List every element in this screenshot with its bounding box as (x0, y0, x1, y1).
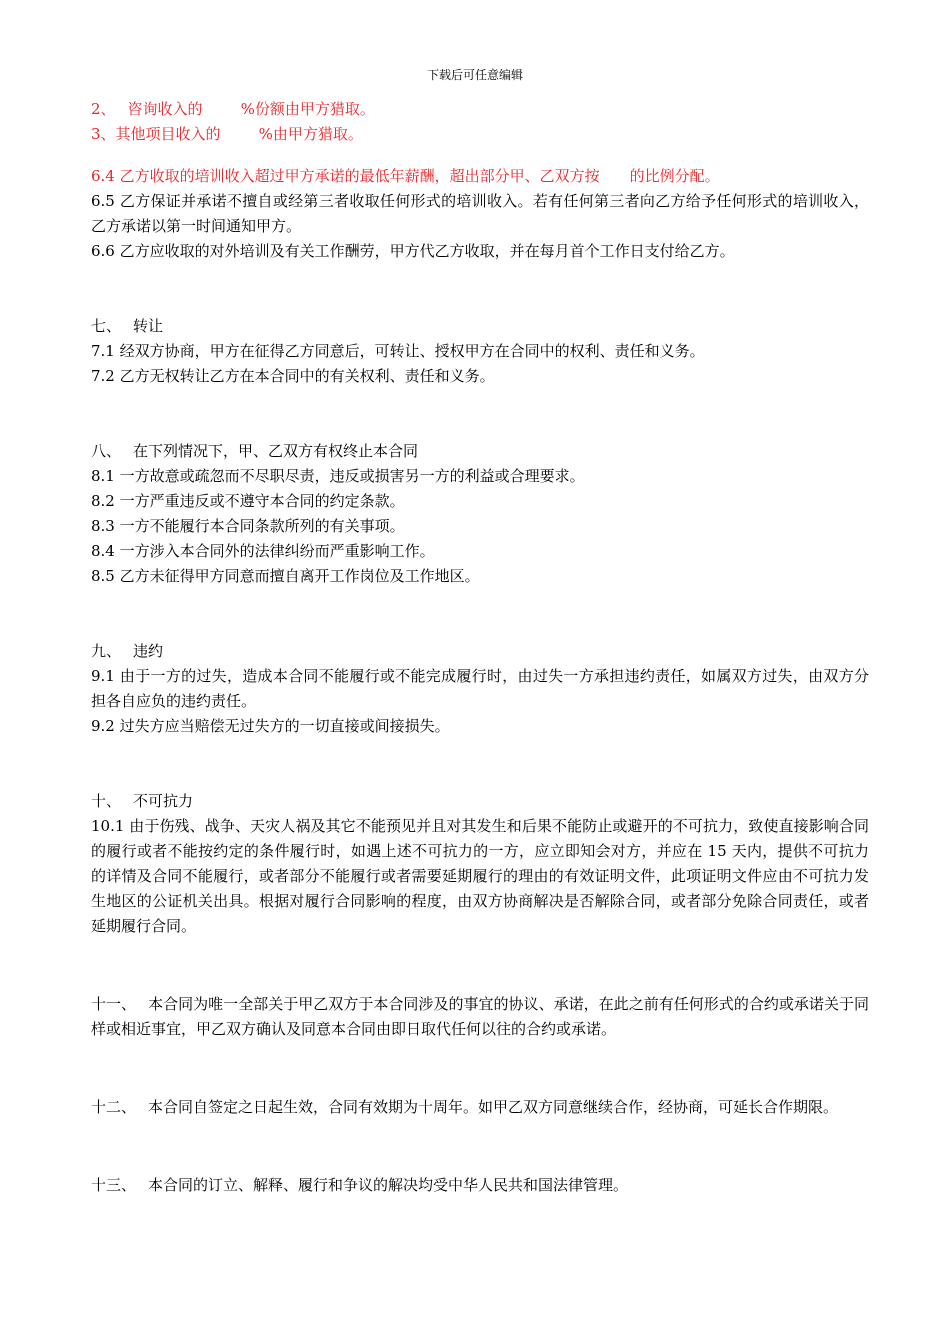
section-8-title: 在下列情况下，甲、乙双方有权终止本合同 (133, 442, 419, 460)
clause-7-1: 7.1 经双方协商，甲方在征得乙方同意后，可转让、授权甲方在合同中的权利、责任和义务。 (91, 342, 705, 360)
section-10-number: 十、 (91, 792, 122, 810)
section-10-title: 不可抗力 (133, 792, 194, 810)
income-item-2-prefix: 2、 (91, 100, 116, 118)
section-12-number: 十二、 (91, 1098, 137, 1116)
income-item-2 (91, 97, 869, 122)
clause-8-2: 8.2 一方严重违反或不遵守本合同的约定条款。 (91, 492, 405, 510)
section-11-number: 十一、 (91, 995, 137, 1013)
document-body (91, 97, 869, 1198)
section-7-title: 转让 (133, 317, 164, 335)
clause-8-5: 8.5 乙方未征得甲方同意而擅自离开工作岗位及工作地区。 (91, 567, 480, 585)
clause-8-4: 8.4 一方涉入本合同外的法律纠纷而严重影响工作。 (91, 542, 435, 560)
income-item-2-tail: %份额由甲方猎取。 (240, 100, 375, 118)
section-12 (91, 1095, 869, 1120)
clause-6-4-tail: 的比例分配。 (629, 167, 720, 185)
clause-10-1: 10.1 由于伤残、战争、天灾人祸及其它不能预见并且对其发生和后果不能防止或避开的不可抗力，致使直接影响合同的履行或者不能按约定的条件履行时，如遇上述不可抗力的一方，应立即知会对方，并应在 15 天内，提供不可抗力的详情及合同不能履行，或者部分不能履行或者需要延期履行的理由的有效证明文件，此项证明文件应由不可抗力发生地区的公证机关出具。根据对履行合同影响的程度，由双方协商解决是否解除合同，或者部分免除合同责任，或者延期履行合同。 (91, 817, 869, 935)
section-13 (91, 1173, 869, 1198)
clause-6-4-text: 6.4 乙方收取的培训收入超过甲方承诺的最低年薪酬，超出部分甲、乙双方按 (91, 167, 600, 185)
section-8-number: 八、 (91, 442, 122, 460)
section-13-number: 十三、 (91, 1176, 137, 1194)
clause-6-5: 6.5 乙方保证并承诺不擅自或经第三者收取任何形式的培训收入。若有任何第三者向乙方给予任何形式的培训收入，乙方承诺以第一时间通知甲方。 (91, 192, 869, 235)
section-8-heading (91, 439, 869, 464)
section-9-title: 违约 (133, 642, 164, 660)
section-7-number: 七、 (91, 317, 122, 335)
income-item-3-prefix: 3、 (91, 125, 116, 143)
section-10-heading (91, 789, 869, 814)
clause-8-1: 8.1 一方故意或疏忽而不尽职尽责，违反或损害另一方的利益或合理要求。 (91, 467, 585, 485)
section-12-text: 本合同自签定之日起生效，合同有效期为十周年。如甲乙双方同意继续合作，经协商，可延长合作期限。 (148, 1098, 839, 1116)
section-7-heading (91, 314, 869, 339)
clause-9-1: 9.1 由于一方的过失，造成本合同不能履行或不能完成履行时，由过失一方承担违约责任，如属双方过失，由双方分担各自应负的违约责任。 (91, 667, 869, 710)
clause-6-4 (91, 164, 869, 189)
clause-8-3: 8.3 一方不能履行本合同条款所列的有关事项。 (91, 517, 405, 535)
income-item-3-text: 其他项目收入的 (115, 125, 221, 143)
section-11 (91, 992, 869, 1042)
clause-7-2: 7.2 乙方无权转让乙方在本合同中的有关权利、责任和义务。 (91, 367, 495, 385)
clause-6-6: 6.6 乙方应收取的对外培训及有关工作酬劳，甲方代乙方收取，并在每月首个工作日支付给乙方。 (91, 242, 735, 260)
section-9-number: 九、 (91, 642, 122, 660)
section-11-text: 本合同为唯一全部关于甲乙双方于本合同涉及的事宜的协议、承诺，在此之前有任何形式的合约或承诺关于同样或相近事宜，甲乙双方确认及同意本合同由即日取代任何以往的合约或承诺。 (91, 995, 869, 1038)
section-13-text: 本合同的订立、解释、履行和争议的解决均受中华人民共和国法律管理。 (148, 1176, 629, 1194)
income-item-2-text: 咨询收入的 (127, 100, 203, 118)
income-item-3 (91, 122, 869, 147)
income-item-3-tail: %由甲方猎取。 (258, 125, 363, 143)
clause-9-2: 9.2 过失方应当赔偿无过失方的一切直接或间接损失。 (91, 717, 450, 735)
section-9-heading (91, 639, 869, 664)
page-header: 下载后可任意编辑 (426, 68, 523, 82)
